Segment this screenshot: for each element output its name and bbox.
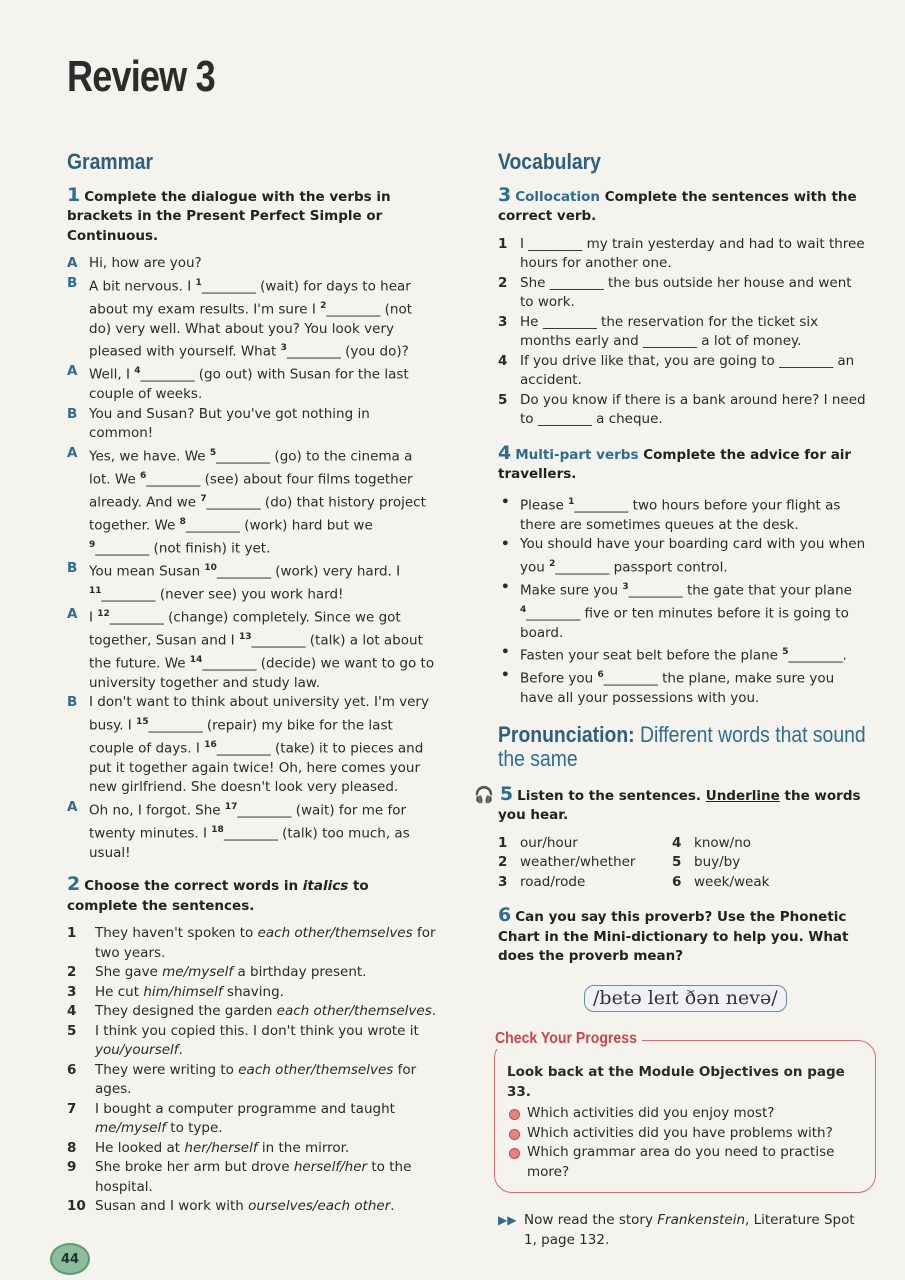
exercise-1-dialogue <box>67 254 437 863</box>
dialogue-line: Well, I $^4$________ (go out) with Susan for the last couple of weeks. <box>89 366 409 402</box>
exercise-5-pairs <box>498 834 868 893</box>
word-pair: week/weak <box>694 873 770 890</box>
list-item: I think you copied this. I don't think you wrote it you/yourself. <box>95 1022 419 1058</box>
list-item: • Make sure you $^3$________ the gate that your plane $^4$________ five or ten minutes before it is going to board. <box>498 578 868 644</box>
exercise-3-instruction: 3 Collocation Complete the sentences with the correct verb. <box>498 183 857 224</box>
speaker-label: A <box>67 605 78 622</box>
headphones-icon[interactable]: 🎧 <box>474 784 494 804</box>
word-pair: buy/by <box>694 854 741 870</box>
item-number: 4 <box>498 352 508 369</box>
list-item: I ________ my train yesterday and had to wait three hours for another one. <box>520 235 865 271</box>
list-item: She ________ the bus outside her house and went to work. <box>520 274 852 310</box>
progress-item: Which activities did you have problems with? <box>507 1124 863 1144</box>
dialogue-line: Hi, how are you? <box>89 255 202 271</box>
speaker-label: A <box>67 255 78 271</box>
item-number: 2 <box>498 854 508 870</box>
speaker-label: A <box>67 798 78 815</box>
check-your-progress-box <box>494 1030 876 1193</box>
next-read-text: Now read the story Frankenstein, Literature Spot 1, page 132. <box>524 1212 855 1248</box>
list-item: They designed the garden each other/themselves. <box>95 1003 437 1019</box>
list-item: She broke her arm but drove herself/her to the hospital. <box>95 1159 412 1195</box>
list-item: She gave me/myself a birthday present. <box>95 964 367 980</box>
item-number: 9 <box>67 1159 77 1175</box>
dialogue-line: I $^{12}$________ (change) completely. Since we got together, Susan and I $^{13}$________ (talk) a lot about the future. We $^{14}$________ (decide) we want to go to university together and study law. <box>89 608 435 691</box>
word-pair: weather/whether <box>520 854 636 870</box>
item-number: 5 <box>67 1022 77 1039</box>
item-number: 2 <box>498 274 508 291</box>
dialogue-line: You and Susan? But you've got nothing in common! <box>89 405 370 441</box>
dialogue-line: I don't want to think about university yet. I'm very busy. I $^{15}$________ (repair) my bike for the last couple of days. I $^{16}$________ (take) it to pieces and put it together again twice! Oh, here comes your new girlfriend. She doesn't look very pleased. <box>89 694 429 795</box>
vocabulary-heading: Vocabulary <box>498 149 601 174</box>
speaker-label: B <box>67 274 78 291</box>
list-item: He ________ the reservation for the ticket six months early and ________ a lot of money. <box>520 313 819 349</box>
list-item: They haven't spoken to each other/themselves for two years. <box>95 925 436 961</box>
double-arrow-icon: ▶▶ <box>498 1213 517 1227</box>
item-number: 5 <box>498 391 508 408</box>
list-item: If you drive like that, you are going to ________ an accident. <box>520 352 855 388</box>
right-column <box>474 149 868 1250</box>
list-item: I bought a computer programme and taught me/myself to type. <box>95 1100 395 1136</box>
item-number: 1 <box>67 925 77 941</box>
item-number: 3 <box>498 873 508 890</box>
word-pair: know/no <box>694 834 752 851</box>
exercise-3-list <box>498 235 868 430</box>
speaker-label: B <box>67 559 78 576</box>
word-pair: road/rode <box>520 873 586 890</box>
list-item: • Fasten your seat belt before the plane $^5$________. <box>498 643 868 666</box>
next-read <box>498 1211 868 1250</box>
page-number: 44 <box>50 1243 90 1275</box>
exercise-5-instruction: 🎧 5 Listen to the sentences. Underline the words you hear. <box>474 782 861 823</box>
item-number: 1 <box>498 235 508 252</box>
progress-item: Which activities did you enjoy most? <box>507 1104 863 1124</box>
exercise-1-instruction: 1 Complete the dialogue with the verbs in brackets in the Present Perfect Simple or Continuous. <box>67 183 391 244</box>
item-number: 7 <box>67 1100 77 1117</box>
item-number: 10 <box>67 1198 86 1214</box>
list-item: They were writing to each other/themselves for ages. <box>95 1061 417 1097</box>
word-pair: our/hour <box>520 834 578 851</box>
list-item: • Before you $^6$________ the plane, make sure you have all your possessions with you. <box>498 666 868 709</box>
speaker-label: B <box>67 694 78 710</box>
item-number: 8 <box>67 1139 77 1156</box>
page-title: Review 3 <box>67 52 215 101</box>
proverb-phonetic: /betə leɪt ðən nevə/ <box>584 985 787 1013</box>
dialogue-line: A bit nervous. I $^1$________ (wait) for days to hear about my exam results. I'm sure I $^2$________ (not do) very well. What about you? You look very pleased with yourself. What $^3$________ (you do)? <box>89 277 413 360</box>
item-number: 2 <box>67 964 77 980</box>
speaker-label: A <box>67 363 78 379</box>
dialogue-line: You mean Susan $^{10}$________ (work) very hard. I $^{11}$________ (never see) you work hard! <box>89 562 401 602</box>
list-item: Susan and I work with ourselves/each other. <box>95 1198 395 1214</box>
pronunciation-heading: Pronunciation: Different words that sound the same <box>498 721 866 771</box>
list-item: Do you know if there is a bank around here? I need to ________ a cheque. <box>520 391 866 427</box>
item-number: 5 <box>672 854 682 870</box>
dialogue-line: Oh no, I forgot. She $^{17}$________ (wait) for me for twenty minutes. I $^{18}$________ (talk) too much, as usual! <box>89 801 410 861</box>
list-item: He cut him/himself shaving. <box>95 983 284 1000</box>
item-number: 3 <box>67 983 77 1000</box>
list-item: • You should have your boarding card with you when you $^2$________ passport control. <box>498 535 868 578</box>
grammar-heading: Grammar <box>67 149 154 174</box>
progress-item: Which grammar area do you need to practise more? <box>507 1143 863 1182</box>
exercise-2-instruction: 2 Choose the correct words in italics to complete the sentences. <box>67 873 369 914</box>
exercise-6-instruction: 6 Can you say this proverb? Use the Phonetic Chart in the Mini-dictionary to help you. What does the proverb mean? <box>498 904 849 964</box>
exercise-4-list <box>498 493 868 709</box>
item-number: 3 <box>498 313 508 330</box>
item-number: 4 <box>67 1003 77 1019</box>
list-item: He looked at her/herself in the mirror. <box>95 1139 350 1156</box>
exercise-4-instruction: 4 Multi-part verbs Complete the advice for air travellers. <box>498 441 852 482</box>
check-your-progress-title: Check Your Progress <box>495 1029 642 1049</box>
speaker-label: B <box>67 405 78 422</box>
item-number: 6 <box>67 1061 77 1078</box>
item-number: 4 <box>672 834 682 851</box>
progress-lead: Look back at the Module Objectives on page 33. <box>507 1064 845 1100</box>
list-item: • Please $^1$________ two hours before your flight as there are sometimes queues at the desk. <box>498 493 868 536</box>
exercise-2-list <box>67 924 437 1217</box>
progress-list <box>507 1104 863 1182</box>
item-number: 1 <box>498 834 508 851</box>
speaker-label: A <box>67 444 78 461</box>
left-column <box>67 149 437 1231</box>
item-number: 6 <box>672 873 682 890</box>
dialogue-line: Yes, we have. We $^5$________ (go) to the cinema a lot. We $^6$________ (see) about four films together already. And we $^7$________ (do) that history project together. We $^8$________ (work) hard but we $^9$________ (not finish) it yet. <box>89 447 426 556</box>
